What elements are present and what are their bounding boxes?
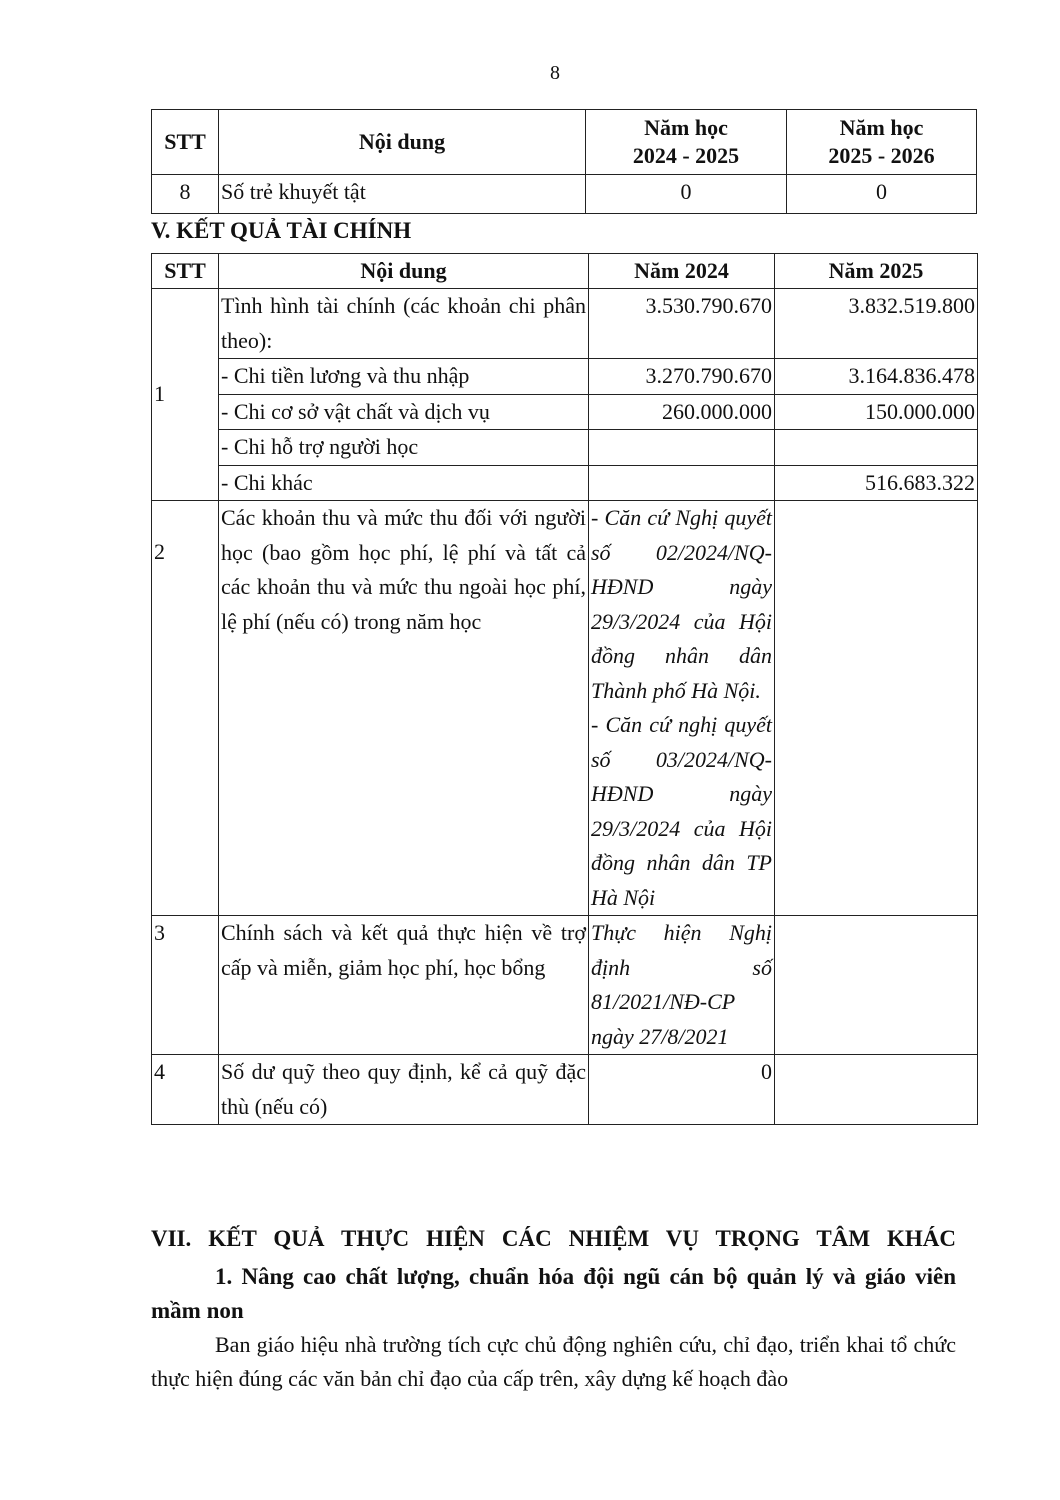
cell-2024: 3.270.790.670: [589, 359, 775, 395]
header-year-2: Năm học 2025 - 2026: [787, 110, 977, 175]
cell-content: - Chi khác: [219, 465, 589, 501]
table-row: [152, 394, 978, 430]
cell-2024: [589, 465, 775, 501]
enrollment-table: [151, 109, 977, 214]
cell-2024: [589, 430, 775, 466]
cell-2025: [775, 430, 978, 466]
cell-year-1: 0: [586, 175, 787, 214]
table-row: [152, 1055, 978, 1125]
header-year-1: Năm học 2024 - 2025: [586, 110, 787, 175]
table-row: [152, 465, 978, 501]
header-stt: STT: [152, 110, 219, 175]
section-vii-title: VII. KẾT QUẢ THỰC HIỆN CÁC NHIỆM VỤ TRỌNG TÂM KHÁC: [151, 1226, 956, 1251]
header-content: Nội dung: [219, 254, 589, 289]
cell-stt: 2: [152, 501, 219, 916]
cell-content: Số dư quỹ theo quy định, kể cả quỹ đặc thù (nếu có): [219, 1055, 589, 1125]
cell-content: Chính sách và kết quả thực hiện về trợ cấp và miễn, giảm học phí, học bổng: [219, 916, 589, 1055]
cell-2025: [775, 916, 978, 1055]
cell-2024: [589, 501, 775, 916]
cell-2025: [775, 501, 978, 916]
cell-2024-paragraph-2: - Căn cứ nghị quyết số 03/2024/NQ-HĐND ngày 29/3/2024 của Hội đồng nhân dân TP Hà Nội: [591, 712, 772, 910]
cell-content: Số trẻ khuyết tật: [219, 175, 586, 214]
table-row: [152, 289, 978, 359]
cell-2025: 3.164.836.478: [775, 359, 978, 395]
cell-content: Tình hình tài chính (các khoản chi phân theo):: [219, 289, 589, 359]
table-row: [152, 175, 977, 214]
cell-content: Các khoản thu và mức thu đối với người học (bao gồm học phí, lệ phí và tất cả các khoản thu và mức thu ngoài học phí, lệ phí (nếu có) trong năm học: [219, 501, 589, 916]
finance-table: [151, 253, 978, 1125]
header-stt: STT: [152, 254, 219, 289]
cell-2024-paragraph-1: - Căn cứ Nghị quyết số 02/2024/NQ-HĐND ngày 29/3/2024 của Hội đồng nhân dân Thành phố Hà Nội.: [591, 505, 772, 703]
header-2024: Năm 2024: [589, 254, 775, 289]
cell-2025: [775, 1055, 978, 1125]
body-paragraph: Ban giáo hiệu nhà trường tích cực chủ động nghiên cứu, chỉ đạo, triển khai tổ chức thực hiện đúng các văn bản chỉ đạo của cấp trên, xây dựng kế hoạch đào: [151, 1332, 956, 1391]
cell-2025: 150.000.000: [775, 394, 978, 430]
subsection-1-title: 1. Nâng cao chất lượng, chuẩn hóa đội ngũ cán bộ quản lý và giáo viên mầm non: [151, 1264, 956, 1323]
table-row: [152, 430, 978, 466]
cell-stt: 3: [152, 916, 219, 1055]
cell-2025: 3.832.519.800: [775, 289, 978, 359]
cell-stt: 1: [152, 289, 219, 501]
table-row: [152, 501, 978, 916]
cell-stt: 4: [152, 1055, 219, 1125]
table-header-row: [152, 254, 978, 289]
table-header-row: [152, 110, 977, 175]
cell-2024: 3.530.790.670: [589, 289, 775, 359]
cell-content: - Chi cơ sở vật chất và dịch vụ: [219, 394, 589, 430]
table-row: [152, 916, 978, 1055]
cell-year-2: 0: [787, 175, 977, 214]
cell-content: - Chi hỗ trợ người học: [219, 430, 589, 466]
cell-2024: Thực hiện Nghị định số 81/2021/NĐ-CP ngày 27/8/2021: [589, 916, 775, 1055]
cell-2024: 260.000.000: [589, 394, 775, 430]
page-number: 8: [550, 62, 560, 84]
cell-2025: 516.683.322: [775, 465, 978, 501]
cell-stt: 8: [152, 175, 219, 214]
header-2025: Năm 2025: [775, 254, 978, 289]
cell-2024: 0: [589, 1055, 775, 1125]
header-content: Nội dung: [219, 110, 586, 175]
table-row: [152, 359, 978, 395]
cell-content: - Chi tiền lương và thu nhập: [219, 359, 589, 395]
section-v-title: V. KẾT QUẢ TÀI CHÍNH: [151, 218, 412, 243]
